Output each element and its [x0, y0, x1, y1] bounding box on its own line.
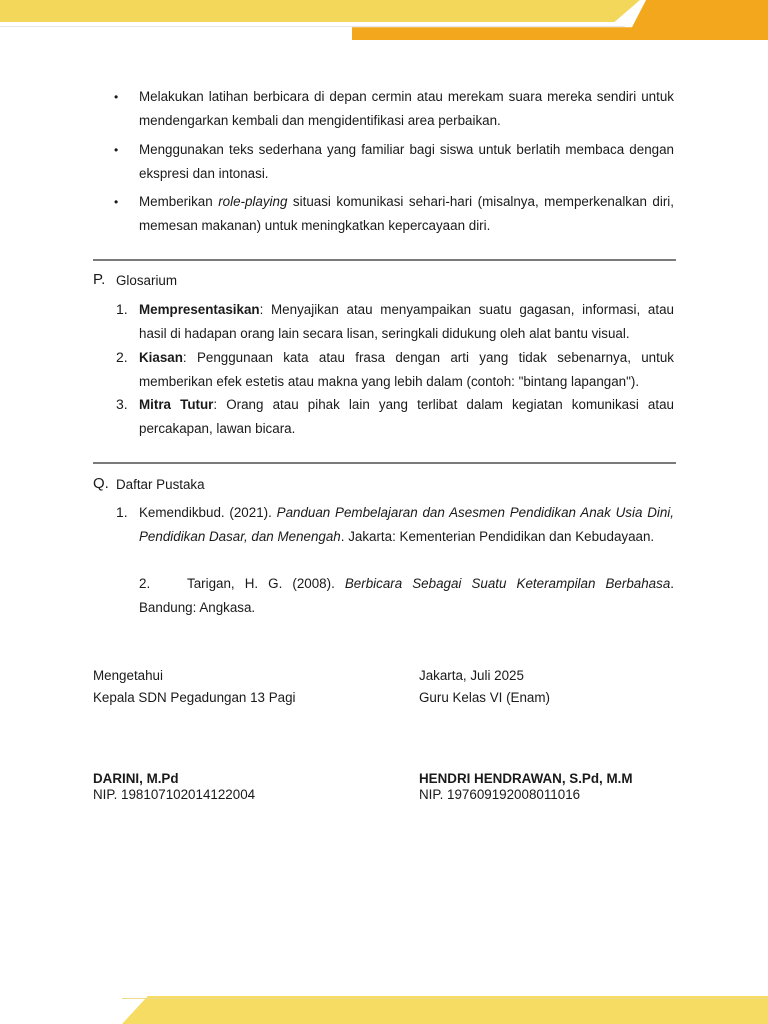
header-yellow-band — [0, 0, 640, 22]
header-divider — [0, 26, 625, 27]
section-letter: P. — [93, 271, 106, 288]
glossary-item-3: Mitra Tutur: Orang atau pihak lain yang terlibat dalam kegiatan komunikasi atau percakapan, lawan bicara. — [139, 397, 674, 436]
section-divider — [93, 462, 676, 464]
glossary-item-2: Kiasan: Penggunaan kata atau frasa dengan arti yang tidak sebenarnya, untuk memberikan efek estetis atau makna yang lebih dalam (contoh: "bintang lapangan"). — [139, 350, 674, 389]
reference-item-2: 2. Tarigan, H. G. (2008). Berbicara Sebagai Suatu Keterampilan Berbahasa. Bandung: Angkasa. — [139, 576, 674, 615]
sign-right-line1: Jakarta, Juli 2025 — [419, 668, 524, 683]
list-number: 1. — [116, 301, 128, 317]
glossary-item-1: Mempresentasikan: Menyajikan atau menyampaikan suatu gagasan, informasi, atau hasil di hadapan orang lain secara lisan, seringkali didukung oleh alat bantu visual. — [139, 302, 674, 341]
footer-yellow-band — [122, 996, 768, 1024]
sign-right-name: HENDRI HENDRAWAN, S.Pd, M.M — [419, 771, 633, 786]
bullet-marker: • — [114, 143, 119, 157]
reference-item-1: Kemendikbud. (2021). Panduan Pembelajaran dan Asesmen Pendidikan Anak Usia Dini, Pendidikan Dasar, dan Menengah. Jakarta: Kementerian Pendidikan dan Kebudayaan. — [139, 505, 674, 544]
list-number: 3. — [116, 396, 128, 412]
section-title-glossary: Glosarium — [116, 273, 178, 288]
bullet-item-1: Melakukan latihan berbicara di depan cermin atau merekam suara mereka sendiri untuk mendengarkan kembali dan mengidentifikasi area perbaikan. — [139, 89, 674, 128]
sign-left-name: DARINI, M.Pd — [93, 771, 179, 786]
section-letter: Q. — [93, 475, 109, 492]
footer-divider — [122, 998, 768, 999]
sign-left-line2: Kepala SDN Pegadungan 13 Pagi — [93, 690, 296, 705]
bullet-item-3: Memberikan role-playing situasi komunikasi sehari-hari (misalnya, memperkenalkan diri, memesan makanan) untuk meningkatkan kepercayaan diri. — [139, 194, 674, 233]
sign-left-nip: NIP. 198107102014122004 — [93, 787, 256, 802]
bullet-marker: • — [114, 195, 119, 209]
list-number: 2. — [116, 349, 128, 365]
sign-right-nip: NIP. 197609192008011016 — [419, 787, 581, 802]
bullet-item-2: Menggunakan teks sederhana yang familiar bagi siswa untuk berlatih membaca dengan ekspresi dan intonasi. — [139, 142, 674, 181]
section-title-references: Daftar Pustaka — [116, 477, 205, 492]
list-number: 1. — [116, 504, 128, 520]
section-divider — [93, 259, 676, 261]
sign-right-line2: Guru Kelas VI (Enam) — [419, 690, 550, 705]
sign-left-line1: Mengetahui — [93, 668, 163, 683]
bullet-marker: • — [114, 90, 119, 104]
